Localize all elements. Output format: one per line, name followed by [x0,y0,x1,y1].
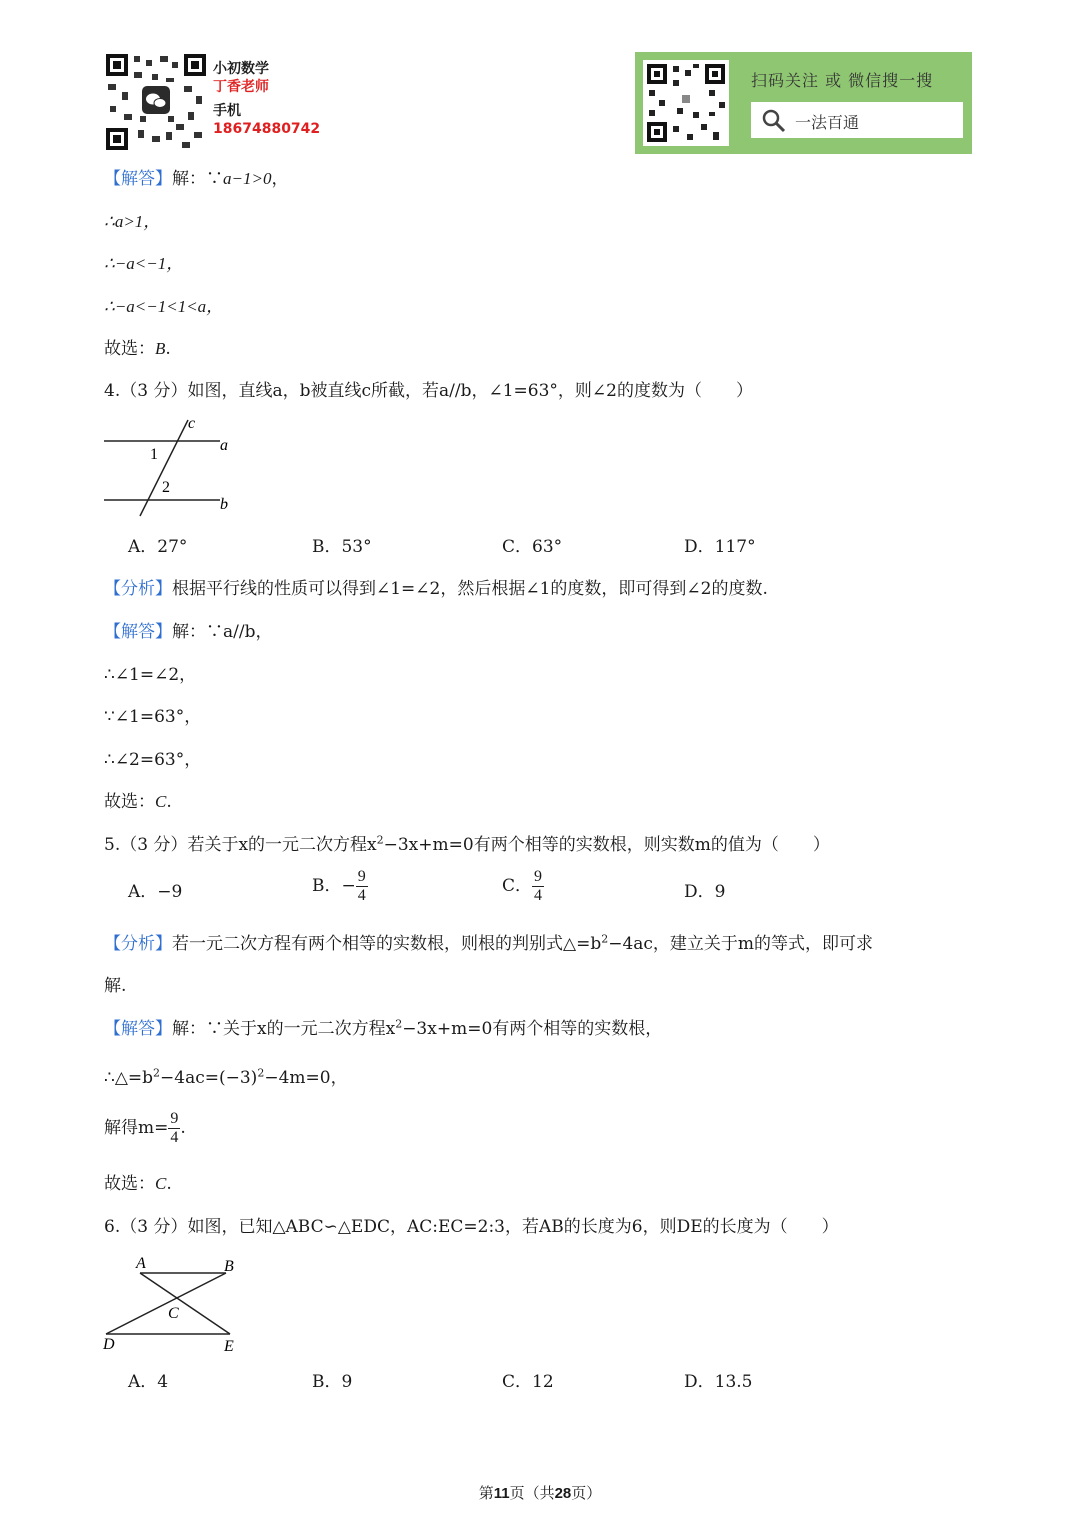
caption-line: 丁香老师 [213,79,269,95]
qr-code-right [643,60,729,146]
denominator: 4 [534,887,543,904]
q4-answer-line-1 [104,621,272,643]
q4-stem: 4.（3 分）如图，直线a，b被直线c所截，若a//b，∠1=63°，则∠2的度数为（ ） [104,381,753,401]
answer-letter: C [155,1174,167,1193]
label-1: 1 [150,446,158,463]
page-total: 28 [554,1485,572,1502]
q5-option-b [312,868,368,905]
label-E: E [224,1338,234,1355]
superscript: 2 [153,1066,161,1080]
q3-answer-line-2: ∴a>1， [104,212,161,231]
answer-tag: 【解答】 [104,1019,172,1039]
label-b: b [220,496,228,513]
superscript: 2 [376,833,384,847]
q5-answer-line-2 [104,1067,348,1089]
page-number: 11 [493,1485,510,1502]
text: C． [502,876,533,896]
text: 页） [571,1484,602,1502]
q5-option-a: A．−9 [128,882,183,902]
denominator: 4 [170,1129,179,1146]
text: −4ac=(−3) [160,1068,258,1088]
q4-choice-line: 故选：C. [104,792,172,812]
text: 解：∵ [172,169,223,189]
search-query: 一法百通 [795,113,860,132]
math: a−1>0 [223,169,272,188]
numerator: 9 [534,868,543,885]
text: −4ac，建立关于m的等式，即可求 [608,934,874,954]
text: 解：∵关于x的一元二次方程x [172,1019,396,1039]
q4-option-d: D．117° [684,537,756,557]
fraction [168,1110,180,1147]
q4-option-a: A．27° [128,537,188,557]
qr-code-left [104,52,208,152]
text: −3x+m=0有两个相等的实数根，则实数m的值为（ ） [383,835,830,855]
q5-choice-line: 故选：C. [104,1174,172,1194]
q3-choice-line: 故选：B. [104,339,171,359]
q3-answer-line-1: 【解答】解：∵a−1>0， [104,169,289,189]
fraction [532,868,544,905]
q5-analysis [104,933,873,955]
answer-tag: 【解答】 [104,622,172,642]
denominator: 4 [357,887,366,904]
q4-answer-line-4: ∴∠2=63°， [104,750,202,770]
q4-option-b: B．53° [312,537,372,557]
label-C: C [168,1305,179,1322]
search-box[interactable] [751,102,963,138]
q6-option-b: B．9 [312,1372,353,1392]
label-2: 2 [162,479,170,496]
q5-analysis-line-2: 解. [104,976,127,996]
caption-line: 手机 [213,103,241,119]
answer-tag: 【解答】 [104,169,172,189]
q4-answer-line-2: ∴∠1=∠2， [104,665,197,685]
text: −3x+m=0有两个相等的实数根， [402,1019,663,1039]
label-a: a [220,437,228,454]
numerator: 9 [170,1110,179,1127]
q6-figure [100,1252,250,1356]
q5-answer-line-1 [104,1018,662,1040]
answer-letter: C [155,792,167,811]
label-A: A [136,1255,146,1272]
text: 解得m= [104,1118,169,1138]
text: 故选： [104,1174,155,1194]
q3-answer-line-3: ∴−a<−1， [104,254,184,273]
caption-line: 小初数学 [213,61,269,77]
label-c: c [188,415,196,432]
text: 解：∵a//b， [172,622,273,642]
text: 故选： [104,339,155,359]
q4-analysis [104,578,768,600]
search-icon [761,108,787,138]
q4-figure [100,412,240,522]
analysis-tag: 【分析】 [104,934,172,954]
text: 故选： [104,792,155,812]
q4-answer-line-3: ∵∠1=63°， [104,707,202,727]
q5-option-c [502,868,544,905]
page-footer [0,1482,1080,1503]
label-B: B [224,1258,234,1275]
text: B．− [312,876,356,896]
text: 第 [478,1484,494,1502]
contact-caption [213,60,320,138]
superscript: 2 [395,1017,403,1031]
wechat-banner [635,52,972,154]
answer-letter: B [155,339,166,358]
text: ∴△=b [104,1068,154,1088]
analysis-tag: 【分析】 [104,579,172,599]
text: 5.（3 分）若关于x的一元二次方程x [104,835,377,855]
text: −4m=0， [264,1068,348,1088]
numerator: 9 [357,868,366,885]
superscript: 2 [601,932,609,946]
fraction [356,868,368,905]
q5-answer-line-3 [104,1110,186,1147]
q4-option-c: C．63° [502,537,563,557]
label-D: D [103,1336,115,1353]
q6-option-d: D．13.5 [684,1372,753,1392]
q5-option-d: D．9 [684,882,726,902]
q5-stem [104,834,830,856]
phone-number: 18674880742 [213,121,321,137]
superscript: 2 [257,1066,265,1080]
q3-answer-line-4: ∴−a<−1<1<a， [104,297,224,316]
q6-option-a: A．4 [128,1372,169,1392]
text: 若一元二次方程有两个相等的实数根，则根的判别式△=b [172,934,602,954]
banner-title: 扫码关注 或 微信搜一搜 [751,71,934,90]
text: . [180,1118,186,1138]
q6-stem: 6.（3 分）如图，已知△ABC∽△EDC，AC:EC=2:3，若AB的长度为6，则DE的长度为（ ） [104,1217,839,1237]
text: 根据平行线的性质可以得到∠1=∠2，然后根据∠1的度数，即可得到∠2的度数. [172,579,768,599]
text: 页（共 [509,1484,555,1502]
q6-option-c: C．12 [502,1372,554,1392]
